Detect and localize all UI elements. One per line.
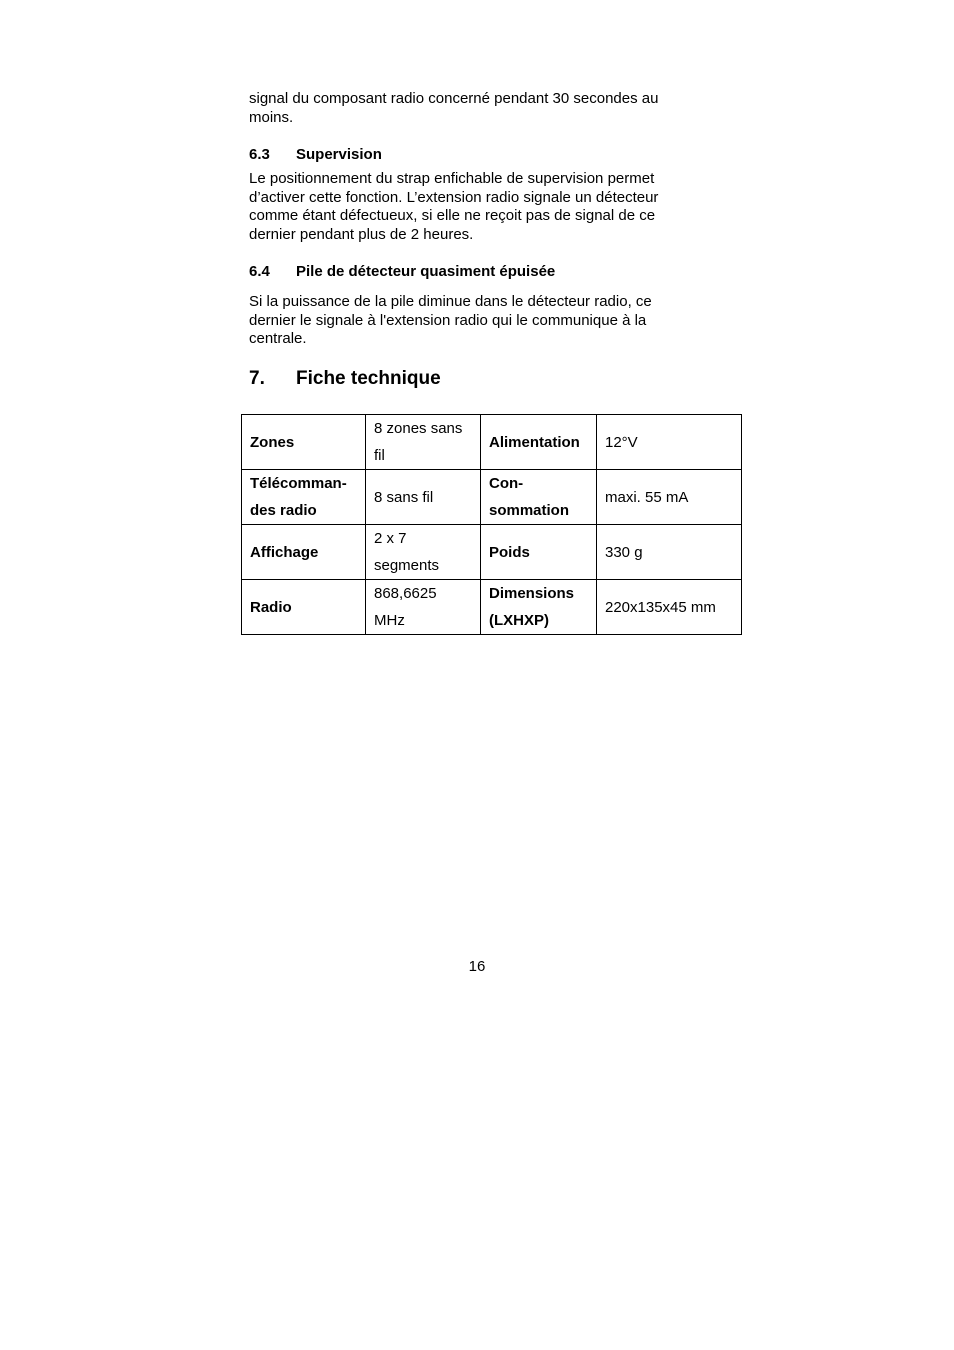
spec-value: 868,6625 MHz <box>366 580 481 635</box>
section-6-4-number: 6.4 <box>249 263 270 280</box>
spec-table <box>241 414 742 635</box>
spec-key: Zones <box>242 415 366 470</box>
spec-key: Alimentation <box>481 415 597 470</box>
section-6-4-title: Pile de détecteur quasiment épuisée <box>296 263 556 280</box>
spec-key: Con- sommation <box>481 470 597 525</box>
spec-key: Affichage <box>242 525 366 580</box>
spec-value: 220x135x45 mm <box>597 580 742 635</box>
table-row <box>242 525 742 580</box>
section-6-3-body: Le positionnement du strap enfichable de supervision permet d’activer cette fonction. L’extension radio signale un détecteur comme étant défectueux, si elle ne reçoit pas de signal de ce dernier pendant plus de 2 heures. <box>249 170 659 243</box>
section-6-4-body: Si la puissance de la pile diminue dans le détecteur radio, ce dernier le signale à l'extension radio qui le communique à la centrale. <box>249 293 652 347</box>
spec-value: 330 g <box>597 525 742 580</box>
table-row <box>242 580 742 635</box>
spec-key: Poids <box>481 525 597 580</box>
section-6-3-title: Supervision <box>296 146 382 163</box>
section-6-4-heading <box>249 263 555 281</box>
spec-key: Dimensions (LXHXP) <box>481 580 597 635</box>
spec-value: 12°V <box>597 415 742 470</box>
spec-value: 8 zones sans fil <box>366 415 481 470</box>
spec-key: Télécomman- des radio <box>242 470 366 525</box>
section-7-title: Fiche technique <box>296 368 441 389</box>
spec-key: Radio <box>242 580 366 635</box>
spec-value: 2 x 7 segments <box>366 525 481 580</box>
table-row <box>242 470 742 525</box>
intro-paragraph: signal du composant radio concerné pendant 30 secondes au moins. <box>249 90 659 126</box>
table-row <box>242 415 742 470</box>
section-7-number: 7. <box>249 368 265 389</box>
section-7-heading <box>249 368 441 390</box>
page-number: 16 <box>468 958 486 975</box>
section-6-3-number: 6.3 <box>249 146 270 163</box>
spec-value: maxi. 55 mA <box>597 470 742 525</box>
section-6-3-heading <box>249 146 382 164</box>
spec-value: 8 sans fil <box>366 470 481 525</box>
